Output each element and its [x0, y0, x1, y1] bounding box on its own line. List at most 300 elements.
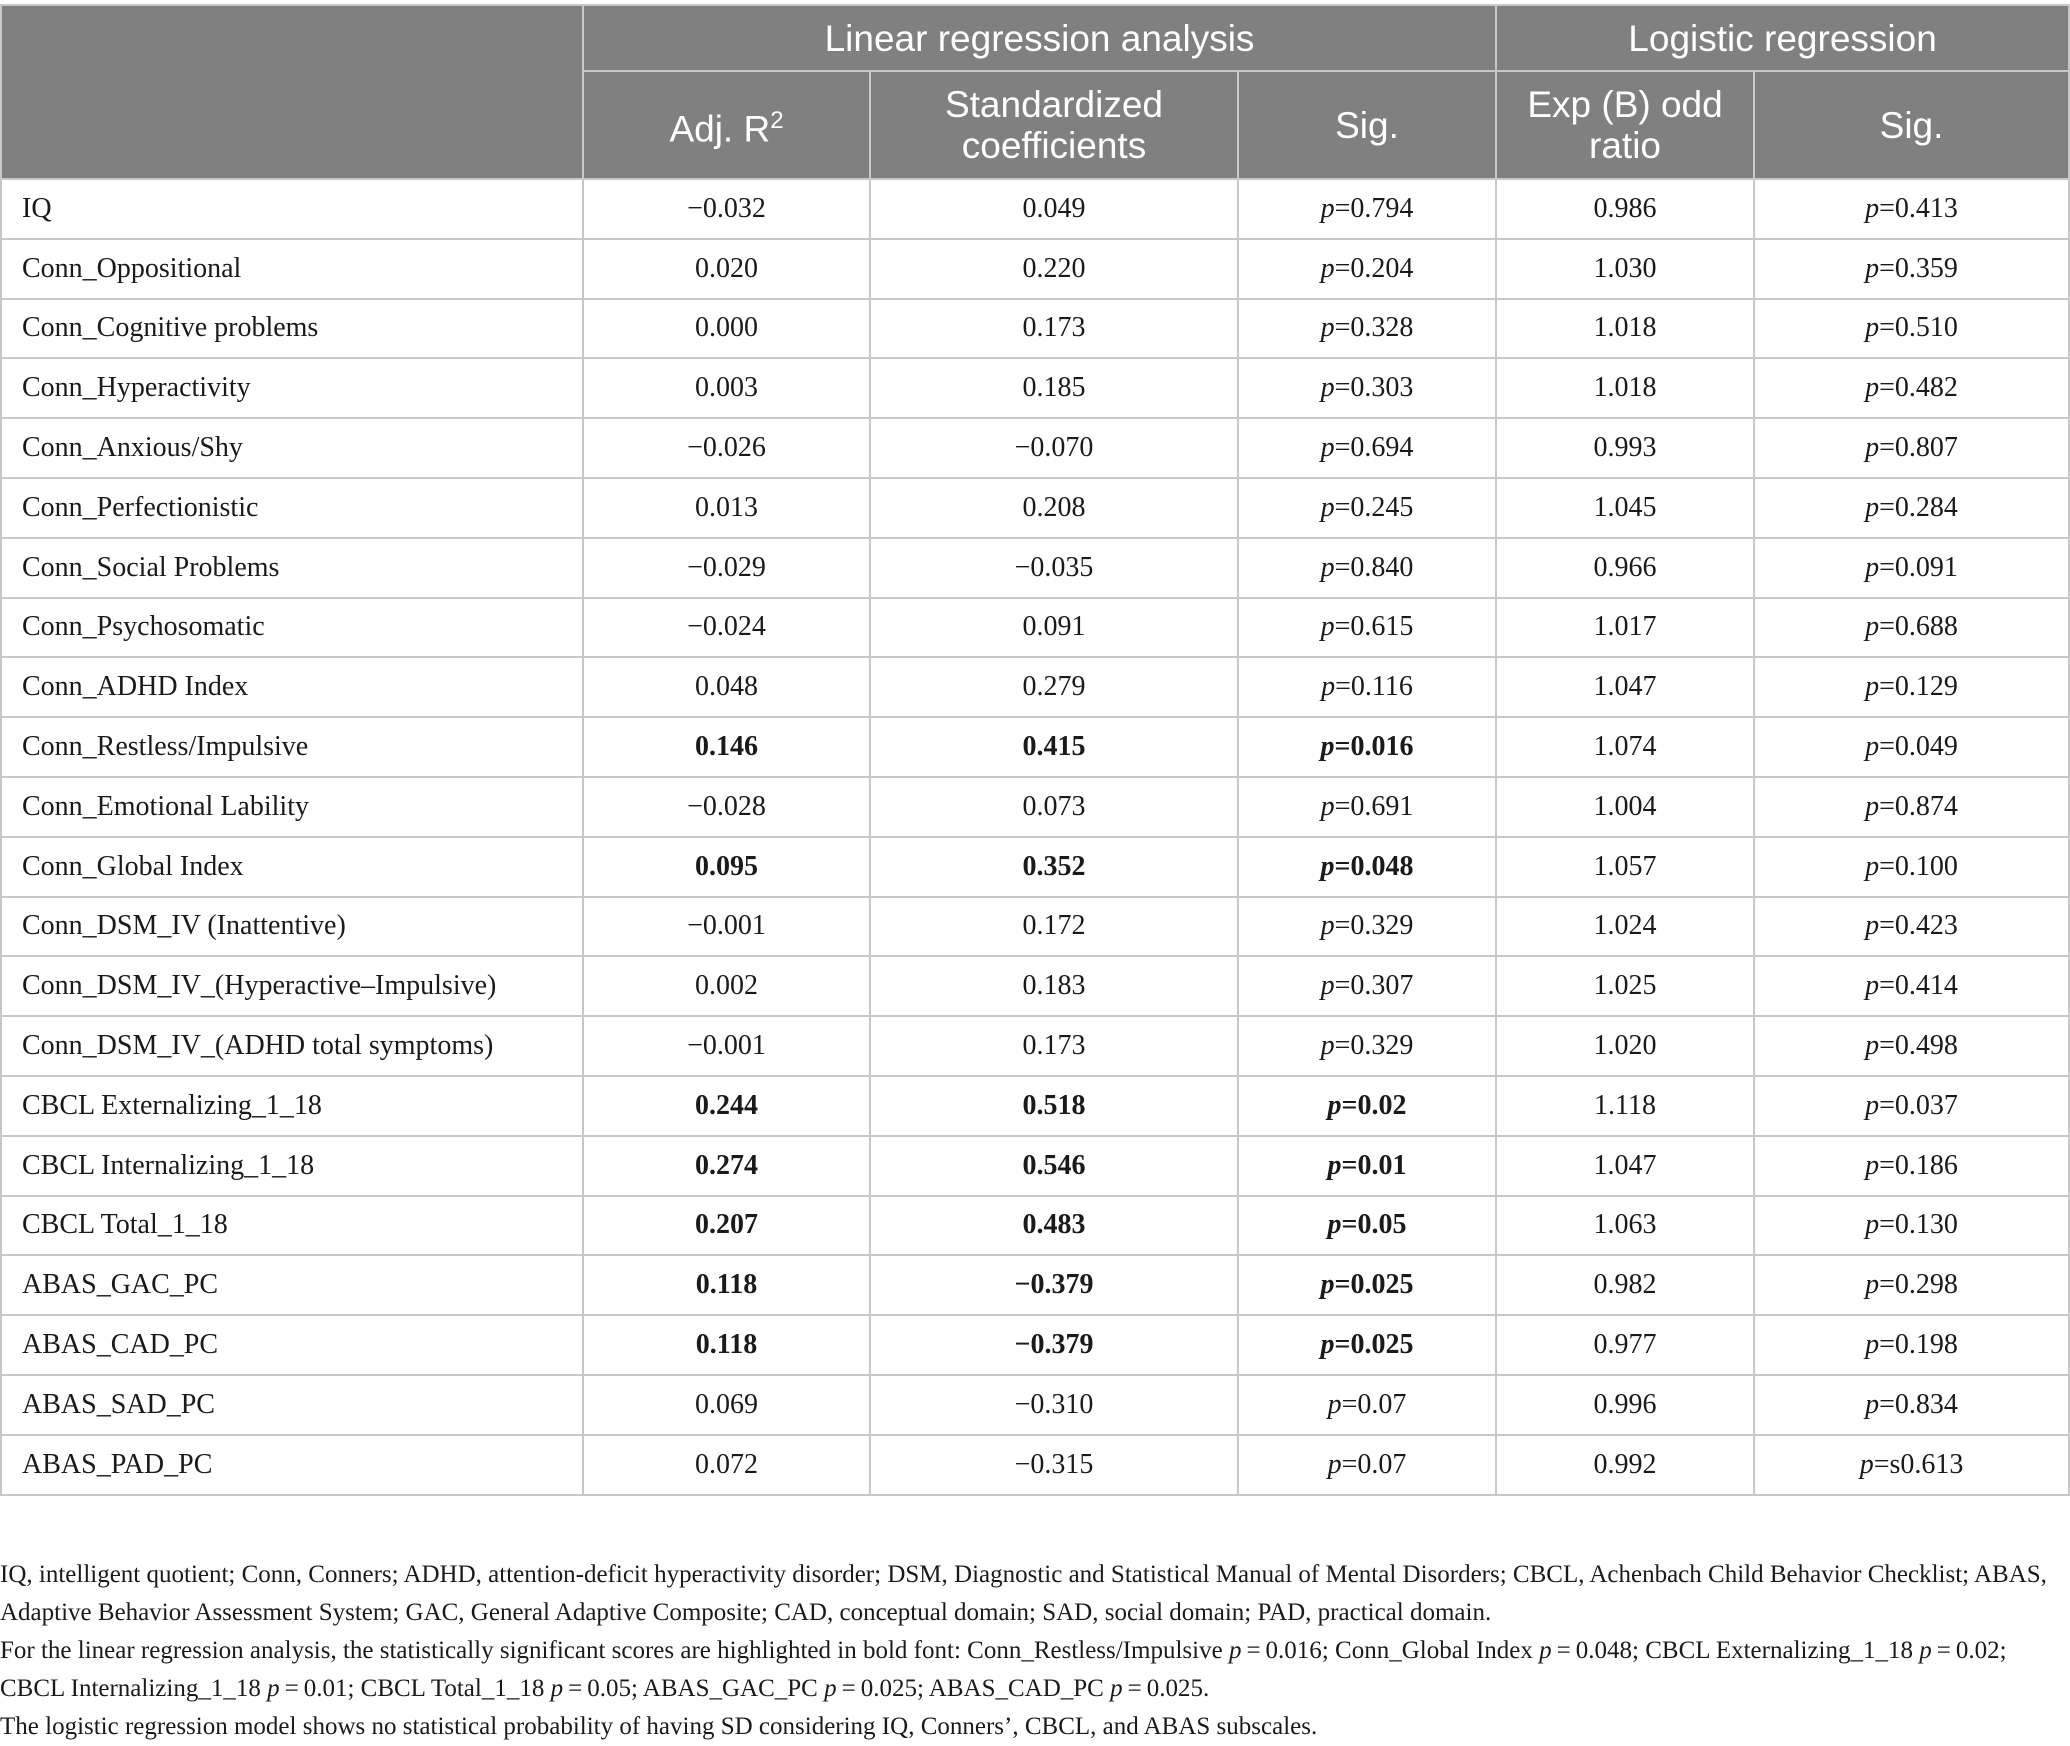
- row-logistic-sig-value: =0.498: [1879, 1030, 1958, 1062]
- row-variable-value: CBCL Externalizing_1_18: [22, 1089, 322, 1121]
- row-adj-r2-value: 0.000: [695, 312, 758, 344]
- row-adj-r2: [583, 179, 870, 239]
- row-exp-b-value: 1.017: [1593, 611, 1657, 643]
- row-std-coef: [870, 956, 1238, 1016]
- row-logistic-sig-value: =0.298: [1879, 1269, 1958, 1301]
- table-row: [1, 1196, 2069, 1256]
- row-adj-r2-value: 0.048: [695, 671, 758, 703]
- row-adj-r2-value: −0.028: [687, 790, 766, 822]
- p-symbol: p: [1320, 611, 1335, 643]
- row-adj-r2: [583, 1136, 870, 1196]
- row-std-coef-value: 0.183: [1022, 970, 1086, 1002]
- row-exp-b: [1496, 538, 1754, 598]
- row-std-coef: [870, 1016, 1238, 1076]
- row-logistic-sig: [1754, 1435, 2069, 1495]
- row-sig: [1238, 1435, 1496, 1495]
- row-adj-r2-value: 0.118: [695, 1269, 758, 1301]
- table-row: [1, 837, 2069, 897]
- row-logistic-sig: [1754, 1016, 2069, 1076]
- p-symbol: p: [1865, 491, 1880, 523]
- row-sig: [1238, 1375, 1496, 1435]
- row-exp-b-value: 1.030: [1593, 252, 1657, 284]
- row-sig-value: =0.307: [1334, 970, 1414, 1002]
- row-std-coef-value: 0.073: [1022, 790, 1086, 822]
- row-sig-value: =0.303: [1334, 372, 1414, 404]
- p-symbol: p: [1320, 910, 1335, 942]
- row-variable-value: Conn_Perfectionistic: [22, 491, 259, 523]
- row-sig: [1238, 538, 1496, 598]
- row-std-coef: [870, 478, 1238, 538]
- row-std-coef: [870, 598, 1238, 658]
- footnote-linear-item: CBCL Internalizing_1_18 p = 0.01: [0, 1675, 348, 1702]
- row-adj-r2: [583, 1435, 870, 1495]
- row-exp-b-value: 0.992: [1593, 1448, 1657, 1480]
- row-variable: [1, 478, 583, 538]
- row-exp-b-value: 1.025: [1593, 970, 1657, 1002]
- row-adj-r2-value: 0.069: [695, 1388, 758, 1420]
- row-sig: [1238, 897, 1496, 957]
- row-std-coef: [870, 538, 1238, 598]
- row-logistic-sig: [1754, 897, 2069, 957]
- row-adj-r2-value: 0.003: [695, 372, 758, 404]
- row-variable-value: Conn_Anxious/Shy: [22, 432, 243, 464]
- p-symbol: p: [1320, 1269, 1335, 1301]
- p-symbol: p: [1859, 1448, 1874, 1480]
- p-symbol: p: [1865, 551, 1880, 583]
- row-variable-value: CBCL Internalizing_1_18: [22, 1149, 315, 1181]
- row-adj-r2-value: 0.072: [695, 1448, 758, 1480]
- row-exp-b: [1496, 1076, 1754, 1136]
- table-row: [1, 1076, 2069, 1136]
- row-logistic-sig-value: =0.423: [1879, 910, 1958, 942]
- row-sig: [1238, 657, 1496, 717]
- row-exp-b-value: 0.977: [1593, 1329, 1657, 1361]
- row-adj-r2: [583, 1196, 870, 1256]
- row-sig: [1238, 777, 1496, 837]
- row-sig-value: =0.615: [1334, 611, 1414, 643]
- row-sig-value: =0.07: [1341, 1448, 1407, 1480]
- row-exp-b: [1496, 1315, 1754, 1375]
- row-std-coef: [870, 1136, 1238, 1196]
- row-exp-b-value: 1.045: [1593, 491, 1657, 523]
- row-variable-value: IQ: [22, 192, 52, 224]
- header-blank-cell: [1, 5, 583, 179]
- row-variable-value: Conn_Hyperactivity: [22, 372, 251, 404]
- row-std-coef: [870, 897, 1238, 957]
- row-logistic-sig-value: =0.482: [1879, 372, 1958, 404]
- footnote-linear-item: Conn_Restless/Impulsive p = 0.016: [967, 1637, 1322, 1664]
- table-row: [1, 598, 2069, 658]
- row-std-coef: [870, 837, 1238, 897]
- row-adj-r2-value: 0.118: [695, 1329, 758, 1361]
- row-adj-r2: [583, 717, 870, 777]
- row-variable-value: Conn_DSM_IV (Inattentive): [22, 910, 346, 942]
- row-exp-b-value: 1.118: [1594, 1089, 1657, 1121]
- row-adj-r2: [583, 598, 870, 658]
- row-adj-r2: [583, 1315, 870, 1375]
- row-adj-r2: [583, 418, 870, 478]
- row-sig-value: =0.794: [1334, 192, 1414, 224]
- row-variable: [1, 1196, 583, 1256]
- row-adj-r2-value: −0.024: [687, 611, 766, 643]
- footnote-linear-item: ABAS_CAD_PC p = 0.025: [928, 1675, 1203, 1702]
- row-adj-r2-value: −0.032: [687, 192, 766, 224]
- row-exp-b-value: 1.074: [1593, 731, 1657, 763]
- p-symbol: p: [1321, 671, 1336, 703]
- row-adj-r2-value: 0.020: [695, 252, 758, 284]
- table-row: [1, 478, 2069, 538]
- row-adj-r2-value: 0.002: [695, 970, 758, 1002]
- row-sig: [1238, 1196, 1496, 1256]
- row-sig-value: =0.204: [1334, 252, 1414, 284]
- table-row: [1, 956, 2069, 1016]
- row-adj-r2: [583, 777, 870, 837]
- table-row: [1, 418, 2069, 478]
- row-std-coef: [870, 657, 1238, 717]
- row-logistic-sig: [1754, 358, 2069, 418]
- row-exp-b-value: 0.993: [1593, 432, 1657, 464]
- row-variable-value: CBCL Total_1_18: [22, 1209, 228, 1241]
- row-exp-b-value: 1.018: [1593, 312, 1657, 344]
- row-variable: [1, 598, 583, 658]
- footnote-linear-item: CBCL Total_1_18 p = 0.05: [360, 1675, 631, 1702]
- row-variable: [1, 299, 583, 359]
- row-sig-value: =0.329: [1334, 1030, 1414, 1062]
- p-symbol: p: [1320, 850, 1335, 882]
- row-exp-b: [1496, 1136, 1754, 1196]
- row-variable: [1, 1315, 583, 1375]
- row-exp-b-value: 0.986: [1593, 192, 1657, 224]
- p-symbol: p: [1320, 1030, 1335, 1062]
- row-std-coef-value: −0.310: [1014, 1388, 1094, 1420]
- row-variable-value: Conn_Oppositional: [22, 252, 242, 284]
- row-sig: [1238, 1136, 1496, 1196]
- row-sig-value: =0.02: [1341, 1089, 1407, 1121]
- p-symbol: p: [1320, 432, 1335, 464]
- row-logistic-sig: [1754, 418, 2069, 478]
- p-symbol: p: [1865, 671, 1880, 703]
- row-variable-value: Conn_Emotional Lability: [22, 790, 309, 822]
- row-logistic-sig-value: =0.413: [1879, 192, 1958, 224]
- row-variable: [1, 179, 583, 239]
- row-sig-value: =0.691: [1334, 790, 1414, 822]
- footnote-logistic: The logistic regression model shows no statistical probability of having SD considering IQ, Conners’, CBCL, and ABAS subscales.: [0, 1713, 1318, 1740]
- row-std-coef-value: 0.208: [1022, 491, 1086, 523]
- row-variable: [1, 1016, 583, 1076]
- row-logistic-sig: [1754, 1255, 2069, 1315]
- row-variable: [1, 837, 583, 897]
- p-symbol: p: [1320, 252, 1335, 284]
- header-standardized-coefficients: Standardized coefficients: [870, 71, 1238, 179]
- row-exp-b-value: 1.020: [1593, 1030, 1657, 1062]
- row-sig: [1238, 1315, 1496, 1375]
- p-symbol: p: [1865, 372, 1880, 404]
- row-std-coef: [870, 1435, 1238, 1495]
- table-row: [1, 299, 2069, 359]
- row-std-coef: [870, 1255, 1238, 1315]
- row-sig: [1238, 1016, 1496, 1076]
- row-adj-r2-value: 0.274: [695, 1149, 758, 1181]
- row-exp-b-value: 1.024: [1593, 910, 1657, 942]
- row-exp-b: [1496, 1375, 1754, 1435]
- row-variable: [1, 657, 583, 717]
- row-exp-b: [1496, 1435, 1754, 1495]
- row-logistic-sig-value: =0.186: [1879, 1149, 1958, 1181]
- row-adj-r2: [583, 657, 870, 717]
- adj-r2-superscript: 2: [770, 107, 784, 135]
- row-variable: [1, 956, 583, 1016]
- row-sig-value: =0.245: [1334, 491, 1414, 523]
- row-exp-b: [1496, 897, 1754, 957]
- row-variable: [1, 1076, 583, 1136]
- row-std-coef-value: −0.315: [1014, 1448, 1094, 1480]
- row-logistic-sig: [1754, 598, 2069, 658]
- table-row: [1, 179, 2069, 239]
- row-sig-value: =0.328: [1334, 312, 1414, 344]
- row-std-coef-value: −0.035: [1014, 551, 1094, 583]
- p-symbol: p: [1865, 1269, 1880, 1301]
- row-variable: [1, 239, 583, 299]
- footnote-abbreviations: IQ, intelligent quotient; Conn, Conners; ADHD, attention-deficit hyperactivity disorder; DSM, Diagnostic and Statistical Manual of Mental Disorders; CBCL, Achenbach Child Behavior Checklist; ABAS, Adaptive Behavior Assessment System; GAC, General Adaptive Composite; CAD, conceptual domain; SAD, social domain; PAD, practical domain.: [0, 1561, 2047, 1626]
- row-variable-value: Conn_DSM_IV_(Hyperactive–Impulsive): [22, 970, 497, 1002]
- row-adj-r2: [583, 1076, 870, 1136]
- row-adj-r2-value: 0.207: [695, 1209, 758, 1241]
- row-exp-b-value: 1.057: [1593, 850, 1657, 882]
- row-logistic-sig-value: =0.091: [1879, 551, 1958, 583]
- p-symbol: p: [1327, 1209, 1342, 1241]
- row-logistic-sig-value: =0.834: [1879, 1388, 1958, 1420]
- row-variable: [1, 1375, 583, 1435]
- row-variable: [1, 1136, 583, 1196]
- row-sig: [1238, 179, 1496, 239]
- row-variable: [1, 358, 583, 418]
- footnote-linear-item: Conn_Global Index p = 0.048: [1335, 1637, 1633, 1664]
- table-row: [1, 1375, 2069, 1435]
- row-exp-b-value: 1.004: [1593, 790, 1657, 822]
- p-symbol: p: [1320, 970, 1335, 1002]
- row-variable-value: Conn_Social Problems: [22, 551, 280, 583]
- row-logistic-sig-value: =0.414: [1879, 970, 1958, 1002]
- row-std-coef-value: 0.220: [1022, 252, 1086, 284]
- row-adj-r2-value: −0.029: [687, 551, 766, 583]
- row-logistic-sig: [1754, 239, 2069, 299]
- row-adj-r2-value: −0.026: [687, 432, 766, 464]
- row-adj-r2: [583, 358, 870, 418]
- row-adj-r2: [583, 538, 870, 598]
- table-row: [1, 538, 2069, 598]
- row-sig-value: =0.07: [1341, 1388, 1407, 1420]
- table-row: [1, 1136, 2069, 1196]
- row-sig-value: =0.01: [1341, 1149, 1407, 1181]
- row-variable-value: ABAS_CAD_PC: [22, 1329, 219, 1361]
- row-logistic-sig: [1754, 1076, 2069, 1136]
- row-exp-b-value: 1.063: [1593, 1209, 1657, 1241]
- row-std-coef-value: 0.173: [1022, 1030, 1086, 1062]
- header-sig: Sig.: [1238, 71, 1496, 179]
- row-variable-value: Conn_Restless/Impulsive: [22, 731, 309, 763]
- row-logistic-sig: [1754, 538, 2069, 598]
- row-logistic-sig: [1754, 1136, 2069, 1196]
- row-adj-r2: [583, 1375, 870, 1435]
- table-header: [1, 5, 2069, 179]
- row-std-coef-value: 0.049: [1022, 192, 1086, 224]
- p-symbol: p: [1327, 1149, 1342, 1181]
- p-symbol: p: [1865, 192, 1880, 224]
- row-adj-r2-value: −0.001: [687, 1030, 766, 1062]
- regression-table: [0, 4, 2070, 1496]
- row-exp-b-value: 0.982: [1593, 1269, 1657, 1301]
- row-sig: [1238, 239, 1496, 299]
- p-symbol: p: [1320, 551, 1335, 583]
- row-sig: [1238, 837, 1496, 897]
- row-exp-b: [1496, 179, 1754, 239]
- p-symbol: p: [1865, 1329, 1880, 1361]
- p-symbol: p: [1865, 910, 1880, 942]
- row-sig-value: =0.016: [1334, 731, 1414, 763]
- row-exp-b: [1496, 299, 1754, 359]
- footnote-linear-items: Conn_Restless/Impulsive p = 0.016; Conn_Global Index p = 0.048; CBCL Externalizing_1_18 p = 0.02; CBCL Internalizing_1_18 p = 0.01; CBCL Total_1_18 p = 0.05; ABAS_GAC_PC p = 0.025; ABAS_CAD_PC p = 0.025.: [0, 1637, 2007, 1702]
- row-sig-value: =0.329: [1334, 910, 1414, 942]
- row-std-coef: [870, 358, 1238, 418]
- p-symbol: p: [1327, 1448, 1342, 1480]
- table-row: [1, 717, 2069, 777]
- row-std-coef-value: 0.185: [1022, 372, 1086, 404]
- row-logistic-sig-value: =0.049: [1879, 731, 1958, 763]
- row-exp-b: [1496, 358, 1754, 418]
- row-logistic-sig-value: =0.359: [1879, 252, 1958, 284]
- row-exp-b: [1496, 478, 1754, 538]
- row-logistic-sig: [1754, 179, 2069, 239]
- row-std-coef-value: 0.518: [1022, 1089, 1086, 1121]
- header-adj-r2: [583, 71, 870, 179]
- footnote-linear-item: CBCL Externalizing_1_18 p = 0.02: [1645, 1637, 2000, 1664]
- row-adj-r2-value: 0.095: [695, 850, 758, 882]
- row-std-coef-value: −0.070: [1014, 432, 1094, 464]
- row-exp-b: [1496, 598, 1754, 658]
- row-logistic-sig-value: =0.198: [1879, 1329, 1958, 1361]
- row-std-coef-value: 0.546: [1022, 1149, 1086, 1181]
- row-logistic-sig-value: =0.100: [1879, 850, 1958, 882]
- p-symbol: p: [1320, 312, 1335, 344]
- row-sig: [1238, 478, 1496, 538]
- p-symbol: p: [1320, 731, 1335, 763]
- row-std-coef: [870, 1375, 1238, 1435]
- p-symbol: p: [1320, 372, 1335, 404]
- row-logistic-sig-value: =0.510: [1879, 312, 1958, 344]
- row-std-coef-value: 0.173: [1022, 312, 1086, 344]
- p-symbol: p: [1865, 1030, 1880, 1062]
- row-logistic-sig: [1754, 837, 2069, 897]
- row-variable: [1, 1255, 583, 1315]
- row-exp-b-value: 1.047: [1593, 671, 1657, 703]
- row-variable-value: Conn_Cognitive problems: [22, 312, 319, 344]
- row-logistic-sig: [1754, 777, 2069, 837]
- row-adj-r2: [583, 239, 870, 299]
- row-std-coef-value: 0.172: [1022, 910, 1086, 942]
- row-exp-b: [1496, 1255, 1754, 1315]
- row-exp-b-value: 1.018: [1593, 372, 1657, 404]
- row-logistic-sig-value: =0.130: [1879, 1209, 1958, 1241]
- header-group-logistic: Logistic regression: [1496, 5, 2069, 71]
- row-variable: [1, 418, 583, 478]
- row-sig: [1238, 717, 1496, 777]
- p-symbol: p: [1865, 790, 1880, 822]
- row-adj-r2: [583, 956, 870, 1016]
- row-sig: [1238, 956, 1496, 1016]
- row-adj-r2-value: −0.001: [687, 910, 766, 942]
- table-footnotes: [0, 1556, 2060, 1746]
- row-logistic-sig: [1754, 1315, 2069, 1375]
- row-adj-r2: [583, 299, 870, 359]
- row-exp-b-value: 0.966: [1593, 551, 1657, 583]
- row-logistic-sig: [1754, 956, 2069, 1016]
- row-logistic-sig: [1754, 1196, 2069, 1256]
- footnote-linear-prefix: For the linear regression analysis, the statistically significant scores are highlighted in bold font:: [0, 1637, 968, 1664]
- table-row: [1, 1016, 2069, 1076]
- row-adj-r2: [583, 837, 870, 897]
- row-exp-b: [1496, 239, 1754, 299]
- header-logistic-sig: Sig.: [1754, 71, 2069, 179]
- p-symbol: p: [1865, 312, 1880, 344]
- row-exp-b: [1496, 1016, 1754, 1076]
- table-row: [1, 657, 2069, 717]
- row-exp-b: [1496, 837, 1754, 897]
- row-sig-value: =0.05: [1341, 1209, 1407, 1241]
- row-sig: [1238, 358, 1496, 418]
- row-logistic-sig-value: =0.284: [1879, 491, 1958, 523]
- p-symbol: p: [1320, 192, 1335, 224]
- row-sig: [1238, 299, 1496, 359]
- p-symbol: p: [1865, 970, 1880, 1002]
- row-std-coef: [870, 717, 1238, 777]
- row-exp-b: [1496, 418, 1754, 478]
- row-variable-value: ABAS_PAD_PC: [22, 1448, 213, 1480]
- row-variable: [1, 1435, 583, 1495]
- row-std-coef: [870, 1196, 1238, 1256]
- row-logistic-sig-value: =0.874: [1879, 790, 1958, 822]
- row-sig: [1238, 418, 1496, 478]
- row-exp-b-value: 1.047: [1593, 1149, 1657, 1181]
- p-symbol: p: [1320, 1329, 1335, 1361]
- row-variable-value: ABAS_SAD_PC: [22, 1388, 215, 1420]
- row-sig-value: =0.048: [1334, 850, 1414, 882]
- p-symbol: p: [1865, 731, 1880, 763]
- p-symbol: p: [1320, 491, 1335, 523]
- p-symbol: p: [1865, 1149, 1880, 1181]
- row-logistic-sig-value: =0.129: [1879, 671, 1958, 703]
- row-adj-r2: [583, 478, 870, 538]
- row-sig: [1238, 1255, 1496, 1315]
- p-symbol: p: [1327, 1089, 1342, 1121]
- footnote-linear-item: ABAS_GAC_PC p = 0.025: [642, 1675, 917, 1702]
- row-exp-b: [1496, 657, 1754, 717]
- row-variable: [1, 897, 583, 957]
- row-sig: [1238, 1076, 1496, 1136]
- row-adj-r2-value: 0.244: [695, 1089, 758, 1121]
- footnote-linear: [0, 1632, 2060, 1708]
- row-std-coef: [870, 777, 1238, 837]
- row-std-coef-value: 0.091: [1022, 611, 1086, 643]
- row-adj-r2-value: 0.146: [695, 731, 758, 763]
- row-std-coef: [870, 179, 1238, 239]
- p-symbol: p: [1865, 1388, 1880, 1420]
- row-logistic-sig: [1754, 299, 2069, 359]
- row-logistic-sig-value: =0.807: [1879, 432, 1958, 464]
- row-logistic-sig-value: =0.688: [1879, 611, 1958, 643]
- table-row: [1, 777, 2069, 837]
- row-std-coef: [870, 1315, 1238, 1375]
- row-std-coef-value: 0.483: [1022, 1209, 1086, 1241]
